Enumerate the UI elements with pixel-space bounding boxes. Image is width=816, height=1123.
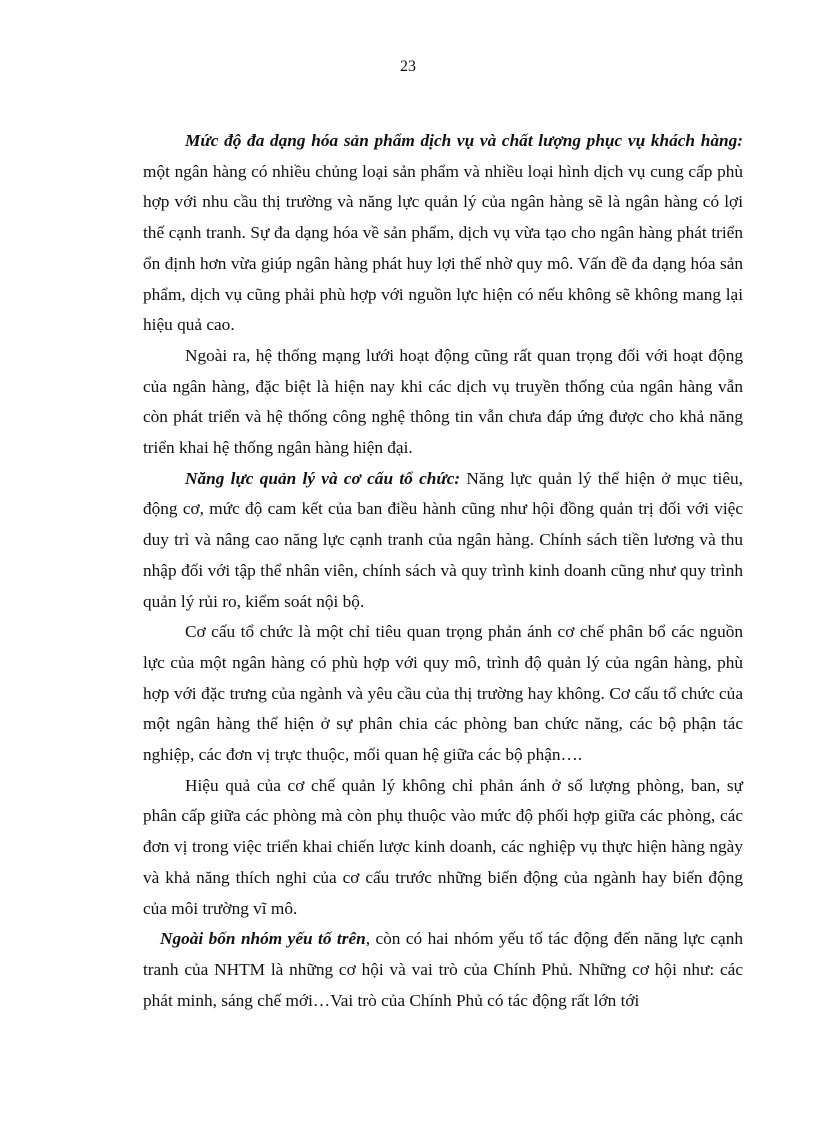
- paragraph-text: Năng lực quản lý thể hiện ở mục tiêu, động cơ, mức độ cam kết của ban điều hành cũng như hội đồng quản trị đối với việc duy trì và nâng cao năng lực cạnh tranh của ngân hàng. Chính sách tiền lương và thu nhập đối với tập thể nhân viên, chính sách và quy trình kinh doanh cũng như quy trình quản lý rủi ro, kiểm soát nội bộ.: [143, 468, 743, 611]
- paragraph-management-efficiency: [143, 771, 743, 925]
- paragraph-management-capacity: [143, 464, 743, 618]
- page-number: 23: [400, 58, 416, 75]
- paragraph-organizational-structure: [143, 617, 743, 771]
- paragraph-other-factors: [143, 924, 743, 1016]
- paragraph-text: Hiệu quả của cơ chế quản lý không chỉ phản ánh ở số lượng phòng, ban, sự phân cấp giữa các phòng mà còn phụ thuộc vào mức độ phối hợp giữa các phòng, các đơn vị trong việc triển khai chiến lược kinh doanh, các nghiệp vụ thực hiện hàng ngày và khả năng thích nghi của cơ cấu trước những biến động của ngành hay biến động của môi trường vĩ mô.: [143, 775, 743, 918]
- paragraph-lead: Mức độ đa dạng hóa sản phẩm dịch vụ và chất lượng phục vụ khách hàng:: [185, 131, 743, 150]
- paragraph-text: Ngoài ra, hệ thống mạng lưới hoạt động cũng rất quan trọng đối với hoạt động của ngân hàng, đặc biệt là hiện nay khi các dịch vụ truyền thống của ngân hàng vẫn còn phát triển và hệ thống công nghệ thông tin vẫn chưa đáp ứng được cho khả năng triển khai hệ thống ngân hàng hiện đại.: [143, 345, 743, 458]
- paragraph-product-diversification: [143, 126, 743, 341]
- paragraph-text: Cơ cấu tổ chức là một chỉ tiêu quan trọng phản ánh cơ chế phân bổ các nguồn lực của một ngân hàng có phù hợp với quy mô, trình độ quản lý của ngân hàng, phù hợp với đặc trưng của ngành và yêu cầu của thị trường hay không. Cơ cấu tổ chức của một ngân hàng thể hiện ở sự phân chia các phòng ban chức năng, các bộ phận tác nghiệp, các đơn vị trực thuộc, mối quan hệ giữa các bộ phận….: [143, 622, 743, 765]
- paragraph-lead: Ngoài bốn nhóm yếu tố trên: [160, 929, 366, 949]
- paragraph-text: một ngân hàng có nhiều chủng loại sản phẩm và nhiều loại hình dịch vụ cung cấp phù hợp với nhu cầu thị trường và năng lực quản lý của ngân hàng sẽ là ngân hàng có lợi thế cạnh tranh. Sự đa dạng hóa về sản phẩm, dịch vụ vừa tạo cho ngân hàng phát triển ổn định hơn vừa giúp ngân hàng phát huy lợi thế nhờ quy mô. Vấn đề đa dạng hóa sản phẩm, dịch vụ cũng phải phù hợp với nguồn lực hiện có nếu không sẽ không mang lại hiệu quả cao.: [143, 161, 743, 335]
- paragraph-network: [143, 341, 743, 464]
- document-body: [143, 126, 743, 1016]
- paragraph-text: , còn có hai nhóm yếu tố tác động đến năng lực cạnh tranh của NHTM là những cơ hội và vai trò của Chính Phủ. Những cơ hội như: các phát minh, sáng chế mới…Vai trò của Chính Phủ có tác động rất lớn tới: [143, 929, 743, 1010]
- paragraph-lead: Năng lực quản lý và cơ cấu tổ chức:: [185, 468, 461, 488]
